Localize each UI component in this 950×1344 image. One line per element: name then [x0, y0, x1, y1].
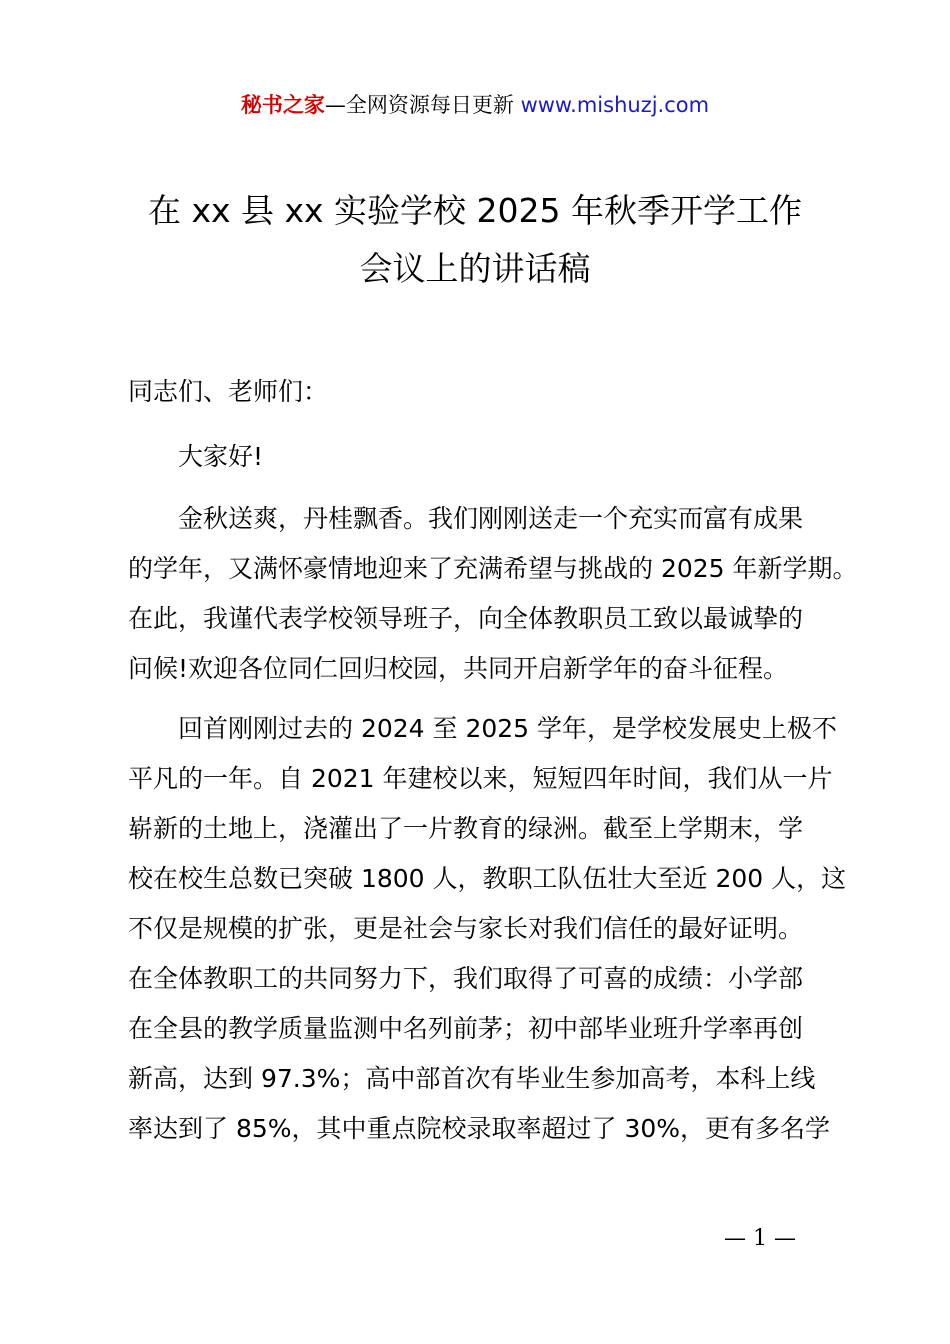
- title-line-2: 会议上的讲话稿: [359, 249, 591, 288]
- title-line-1: 在 xx 县 xx 实验学校 2025 年秋季开学工作: [147, 191, 803, 230]
- paragraph-line: 金秋送爽，丹桂飘香。我们刚刚送走一个充实而富有成果: [178, 504, 804, 533]
- paragraph-line: 崭新的土地上，浇灌出了一片教育的绿洲。截至上学期末，学: [128, 814, 804, 843]
- document-title: [0, 182, 950, 298]
- paragraph-line: 问候!欢迎各位同仁回归校园，共同开启新学年的奋斗征程。: [128, 654, 789, 683]
- paragraph-line: 在全体教职工的共同努力下，我们取得了可喜的成绩：小学部: [128, 964, 804, 993]
- paragraph-line: 不仅是规模的扩张，更是社会与家长对我们信任的最好证明。: [128, 914, 804, 943]
- paragraph-line: 新高，达到 97.3%；高中部首次有毕业生参加高考，本科上线: [128, 1064, 816, 1093]
- paragraph-line: 校在校生总数已突破 1800 人，教职工队伍壮大至近 200 人，这: [128, 864, 847, 893]
- header-tagline: —全网资源每日更新: [324, 93, 521, 117]
- header-url[interactable]: www.mishuzj.com: [520, 93, 710, 117]
- page-number: — 1 —: [724, 1226, 796, 1251]
- paragraph-line: 回首刚刚过去的 2024 至 2025 学年，是学校发展史上极不: [178, 714, 838, 743]
- paragraph-line: 平凡的一年。自 2021 年建校以来，短短四年时间，我们从一片: [128, 764, 833, 793]
- paragraph-line: 的学年，又满怀豪情地迎来了充满希望与挑战的 2025 年新学期。: [128, 554, 858, 583]
- site-watermark-header: [0, 88, 950, 122]
- paragraph-review: [128, 704, 847, 1154]
- brand-name: 秘书之家: [240, 93, 325, 117]
- paragraph-hello: [128, 432, 840, 482]
- paragraph-line: 大家好!: [178, 442, 264, 471]
- paragraph-line: 率达到了 85%，其中重点院校录取率超过了 30%，更有多名学: [128, 1114, 831, 1143]
- paragraph-line: 在全县的教学质量监测中名列前茅；初中部毕业班升学率再创: [128, 1014, 804, 1043]
- paragraph-opening: [128, 494, 858, 694]
- salutation: 同志们、老师们：: [128, 377, 329, 406]
- paragraph-line: 在此，我谨代表学校领导班子，向全体教职员工致以最诚挚的: [128, 604, 804, 633]
